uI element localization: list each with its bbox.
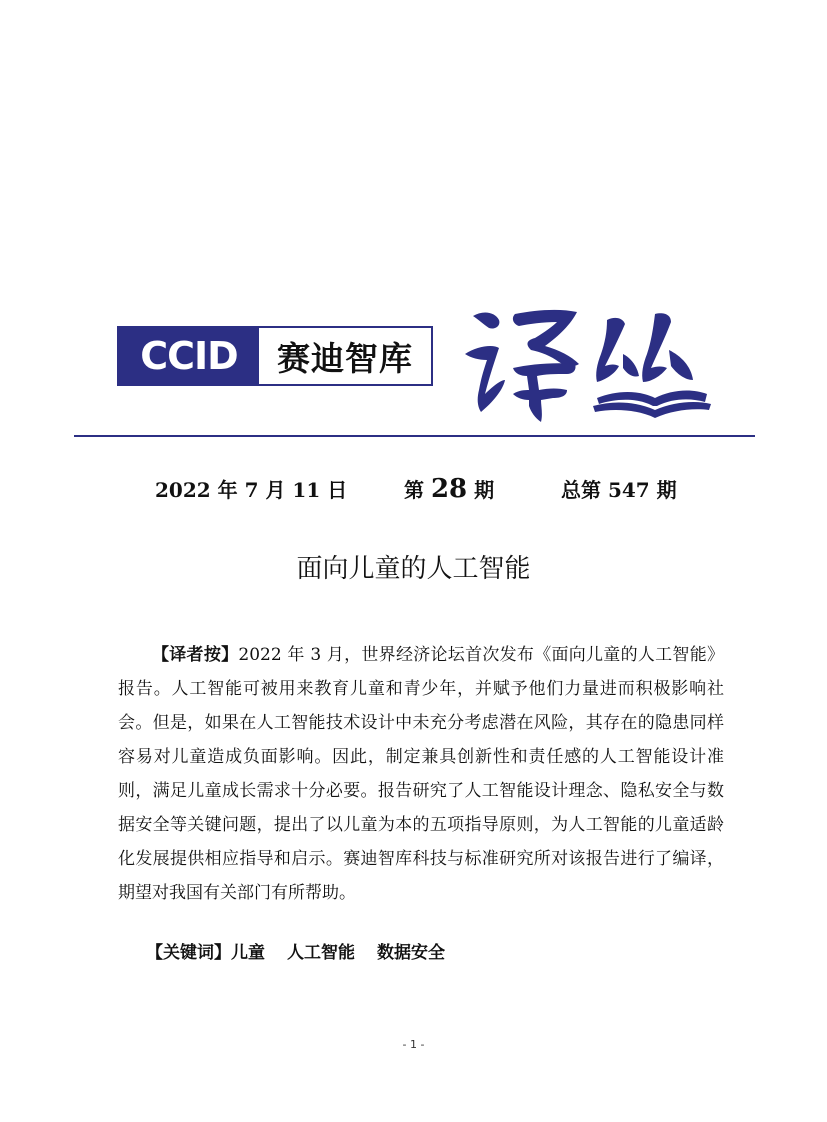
translator-note	[118, 638, 724, 910]
series-title-calligraphy	[455, 294, 715, 426]
article-title: 面向儿童的人工智能	[296, 554, 531, 584]
issue-total: 总第 547 期	[561, 478, 677, 502]
issue-number-suffix: 期	[474, 478, 495, 502]
keyword: 数据安全	[377, 943, 445, 963]
keywords-label: 【关键词】	[146, 943, 231, 963]
issue-info	[0, 474, 827, 508]
page-number: - 1 -	[402, 1038, 425, 1051]
keyword: 儿童	[231, 943, 265, 963]
keyword: 人工智能	[287, 943, 355, 963]
translator-note-text: 2022 年 3 月，世界经济论坛首次发布《面向儿童的人工智能》报告。人工智能可被用来教育儿童和青少年，并赋予他们力量进而积极影响社会。但是，如果在人工智能技术设计中未充分考虑潜在风险，其存在的隐患同样容易对儿童造成负面影响。因此，制定兼具创新性和责任感的人工智能设计准则，满足儿童成长需求十分必要。报告研究了人工智能设计理念、隐私安全与数据安全等关键问题，提出了以儿童为本的五项指导原则，为人工智能的儿童适龄化发展提供相应指导和启示。赛迪智库科技与标准研究所对该报告进行了编译，期望对我国有关部门有所帮助。	[118, 645, 724, 903]
issue-number-prefix: 第	[404, 478, 424, 502]
ccid-logo	[117, 326, 433, 386]
issue-date: 2022 年 7 月 11 日	[155, 478, 348, 502]
keywords	[146, 938, 467, 963]
ccid-logo-mark: CCID	[119, 328, 259, 384]
translator-note-label: 【译者按】	[152, 645, 239, 665]
issue-number-value: 28	[430, 474, 468, 504]
header-divider	[74, 435, 755, 437]
ccid-brand-name: 赛迪智库	[277, 338, 413, 378]
issue-number	[404, 474, 494, 504]
